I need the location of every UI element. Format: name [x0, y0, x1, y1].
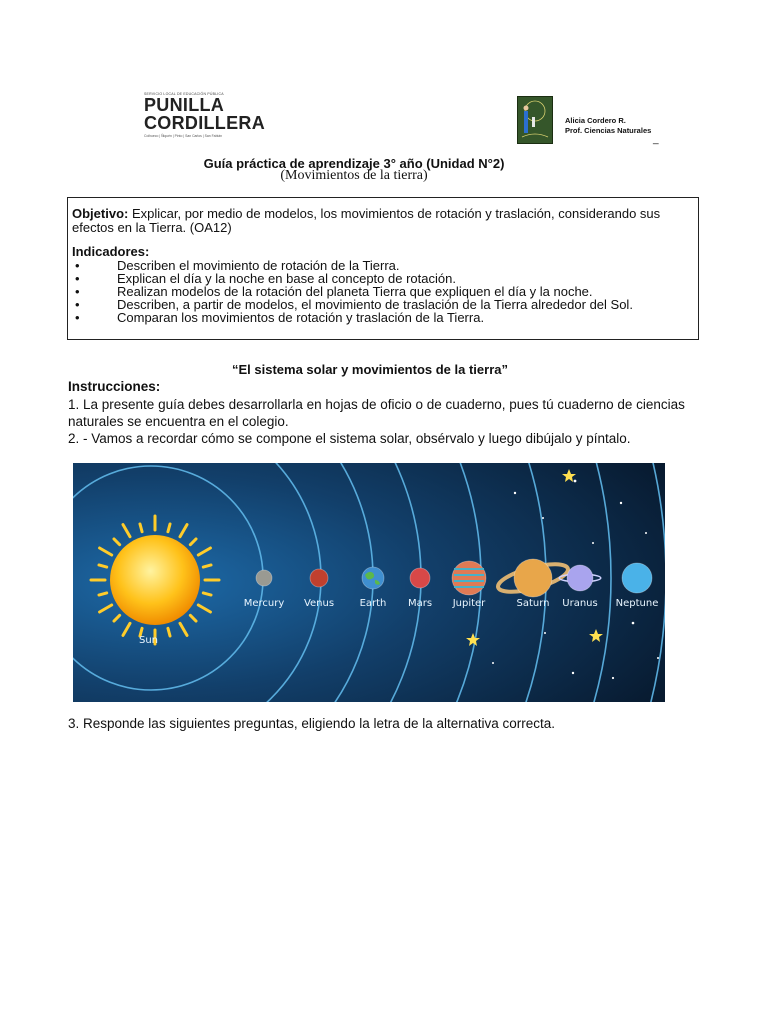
- planet-body: [514, 559, 552, 597]
- bullet-icon: •: [75, 297, 80, 312]
- planet-body: [362, 567, 384, 589]
- planet-body: [452, 561, 486, 595]
- teacher-role: Prof. Ciencias Naturales: [565, 126, 652, 135]
- solar-system-illustration: [73, 463, 665, 702]
- planet-label: Jupiter: [452, 598, 486, 609]
- indicator-item: • Comparan los movimientos de rotación y traslación de la Tierra.: [75, 310, 485, 325]
- instruction-1: 1. La presente guía debes desarrollarla en hojas de oficio o de cuaderno, pues tú cuaderno de ciencias naturales se encuentra en el colegio.: [68, 397, 685, 429]
- indicators-list: [72, 259, 694, 324]
- header-dash: _: [653, 134, 659, 145]
- objective-box: [67, 197, 699, 340]
- page-title: Guía práctica de aprendizaje 3° año (Unidad N°2): [203, 156, 505, 171]
- indicator-item: • Realizan modelos de la rotación del planeta Tierra que expliquen el día y la noche.: [75, 284, 593, 299]
- school-crest-icon: [517, 96, 553, 144]
- planet-label: Venus: [303, 598, 335, 609]
- sun-ray: [140, 524, 142, 532]
- planet-label: Neptune: [615, 598, 659, 609]
- objective-paragraph: [72, 207, 694, 235]
- indicator-item: • Explican el día y la noche en base al concepto de rotación.: [75, 271, 456, 286]
- sun-ray: [99, 565, 107, 567]
- planet-label: Earth: [359, 598, 387, 609]
- planet-body: [310, 569, 328, 587]
- objective-text: Explicar, por medio de modelos, los movimientos de rotación y traslación, considerando sus efectos en la Tierra. (OA12): [72, 206, 661, 235]
- planet-body: [256, 570, 272, 586]
- instructions-heading: Instrucciones:: [68, 379, 161, 394]
- question-3: 3. Responde las siguientes preguntas, eligiendo la letra de la alternativa correcta.: [68, 716, 556, 731]
- teacher-info: [565, 116, 651, 136]
- sun-ray: [168, 628, 170, 636]
- logo-line-2: CORDILLERA: [144, 113, 265, 133]
- bullet-icon: •: [75, 258, 80, 273]
- logo-line-1: PUNILLA: [144, 95, 225, 115]
- bullet-icon: •: [75, 271, 80, 286]
- sun-ray: [203, 565, 211, 567]
- sun-ray: [168, 524, 170, 532]
- planet-label: Uranus: [562, 598, 598, 609]
- sun-label: Sun: [139, 635, 159, 646]
- planet-jupiter: [452, 561, 486, 609]
- logo-communes: Coihueco | Ñiquén | Pinto | San Carlos | San Fabián: [144, 134, 222, 138]
- planet-body: [567, 565, 593, 591]
- teacher-name: Alicia Cordero R.: [565, 116, 626, 125]
- indicator-item: • Describen el movimiento de rotación de la Tierra.: [75, 258, 400, 273]
- punilla-cordillera-logo: [144, 92, 265, 144]
- planet-label: Saturn: [516, 598, 550, 609]
- bullet-icon: •: [75, 310, 80, 325]
- logo-top-text: SERVICIO LOCAL DE EDUCACIÓN PÚBLICA: [144, 92, 224, 96]
- planet-label: Mercury: [243, 598, 285, 609]
- bullet-icon: •: [75, 284, 80, 299]
- indicator-item: • Describen, a partir de modelos, el movimiento de traslación de la Tierra alrededor del Sol.: [75, 297, 633, 312]
- indicators-heading: Indicadores:: [72, 244, 150, 259]
- planet-label: Mars: [407, 598, 433, 609]
- planet-body: [410, 568, 430, 588]
- section-title: “El sistema solar y movimientos de la tierra”: [231, 362, 508, 377]
- objective-label: Objetivo:: [72, 206, 129, 221]
- planet-body: [622, 563, 652, 593]
- instruction-2: 2. - Vamos a recordar cómo se compone el sistema solar, obsérvalo y luego dibújalo y píntalo.: [68, 431, 631, 446]
- sun-ray: [99, 593, 107, 595]
- sun-ray: [203, 593, 211, 595]
- page-subtitle: (Movimientos de la tierra): [280, 168, 428, 183]
